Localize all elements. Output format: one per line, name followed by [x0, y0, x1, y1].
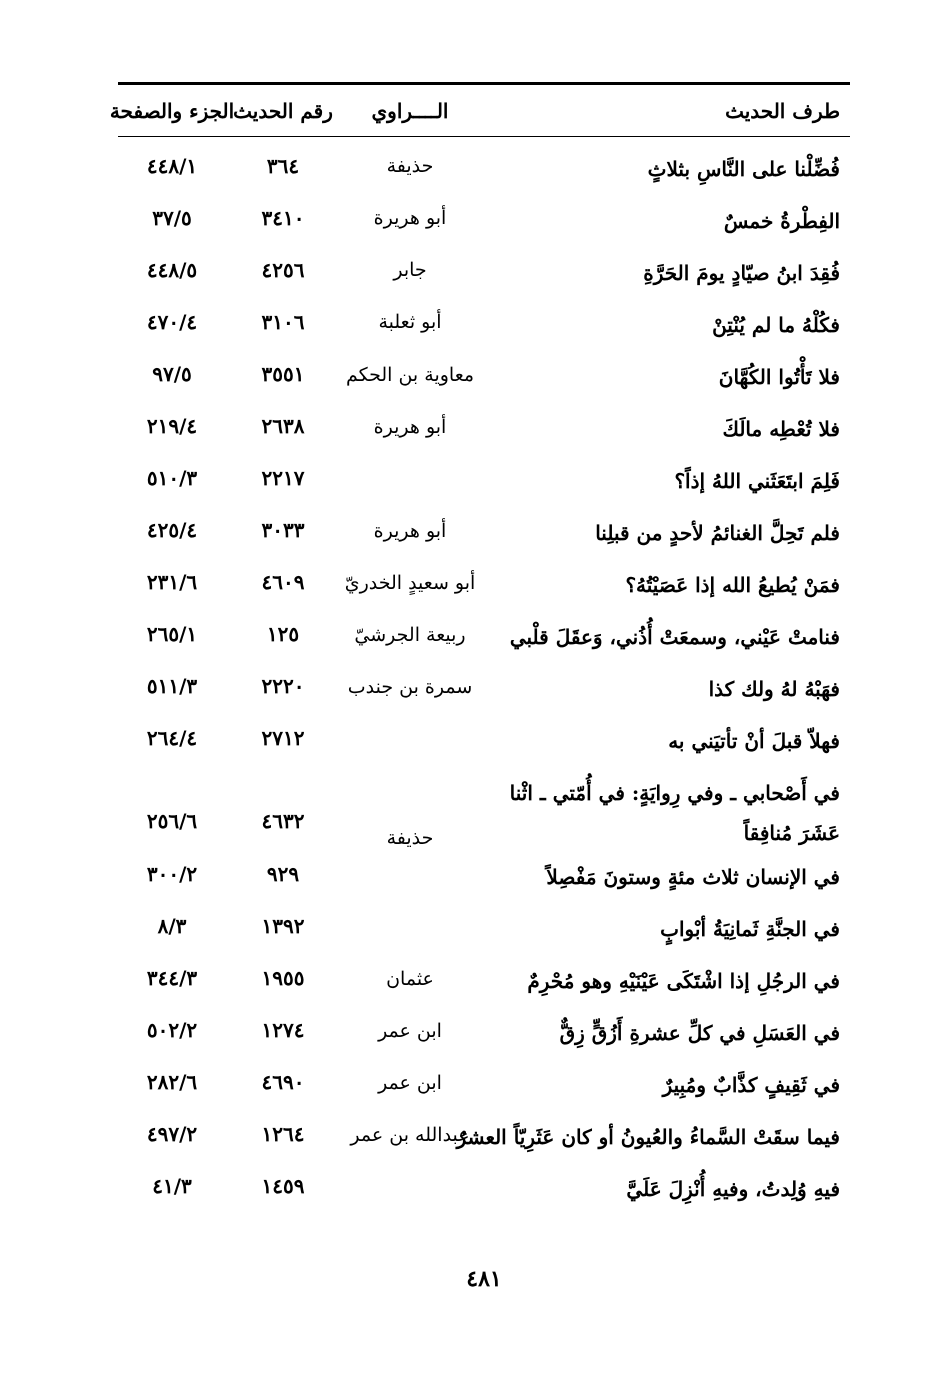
- volume-page: ٤٤٨/١: [146, 154, 198, 178]
- hadith-number: ١٢٦٤: [261, 1122, 305, 1146]
- hadith-number: ٣٠٣٣: [261, 518, 305, 542]
- hadith-number: ٢٧١٢: [261, 726, 305, 750]
- hadith-text: فُقِدَ ابنُ صيّادٍ يومَ الحَرَّةِ: [643, 261, 840, 285]
- hadith-number: ١٤٥٩: [261, 1174, 305, 1198]
- hadith-text: فنامتْ عَيْني، وسمعَتْ أُذُني، وَعقَلَ قلْبي: [509, 625, 840, 649]
- hadith-text: في العَسَلِ في كلِّ عشرةِ أَزُقٍّ زِقٌّ: [559, 1021, 840, 1045]
- hadith-number: ٤٦٠٩: [261, 570, 305, 594]
- volume-page: ٤١/٣: [152, 1174, 192, 1198]
- hadith-text: في أَصْحابي ـ وفي رِوايَةٍ: في أُمّتي ـ اثْنا: [509, 781, 840, 805]
- narrator: أبو هريرة: [373, 416, 447, 438]
- hadith-text-continuation: عَشَرَ مُنافِقاً: [743, 821, 840, 845]
- hadith-text: في الرجُلِ إذا اشْتَكَى عَيْنَيْهِ وهو مُحْرِمٌ: [527, 969, 840, 993]
- narrator: جابر: [393, 259, 427, 281]
- hadith-text: فهَبْهُ لهُ ولك كذا: [708, 677, 840, 701]
- narrator: أبو هريرة: [373, 520, 447, 542]
- hadith-text: في ثَقِيفٍ كذَّابٌ ومُبِيرٌ: [662, 1073, 840, 1097]
- volume-page: ٥٠٢/٢: [146, 1018, 198, 1042]
- hadith-text: الفِطْرةُ خمسٌ: [723, 209, 840, 233]
- narrator: ابن عمر: [378, 1020, 442, 1042]
- narrator: معاوية بن الحكم: [345, 364, 475, 386]
- hadith-number: ١٢٧٤: [261, 1018, 305, 1042]
- hadith-text: فلا تَأْتُوا الكُهَّانَ: [718, 365, 840, 389]
- header-hadith: طرف الحديث: [725, 99, 840, 123]
- narrator: ابن عمر: [378, 1072, 442, 1094]
- volume-page: ٤٧٠/٤: [146, 310, 198, 334]
- volume-page: ٢٨٢/٦: [146, 1070, 198, 1094]
- narrator: أبو هريرة: [373, 207, 447, 229]
- volume-page: ٤٩٧/٢: [146, 1122, 198, 1146]
- hadith-number: ٤٢٥٦: [261, 258, 305, 282]
- header-narrator: الــــراوي: [371, 99, 449, 123]
- hadith-number: ٢٦٣٨: [261, 414, 305, 438]
- hadith-number: ١٢٥: [266, 622, 300, 646]
- volume-page: ٥١٠/٣: [146, 466, 198, 490]
- volume-page: ٢٥٦/٦: [146, 809, 198, 833]
- narrator: عبدالله بن عمر: [350, 1124, 470, 1146]
- volume-page: ٣٠٠/٢: [146, 862, 198, 886]
- hadith-text: فمَنْ يُطيعُ الله إذا عَصَيْتُهُ؟: [625, 573, 840, 597]
- hadith-text: في الإنسان ثلاث مئةٍ وستونَ مَفْصِلاً: [546, 865, 840, 889]
- hadith-text: فلا تُعْطِه مالَكَ: [722, 417, 840, 441]
- volume-page: ٣٧/٥: [152, 206, 192, 230]
- hadith-number: ٩٢٩: [266, 862, 300, 886]
- narrator: ربيعة الجرشيّ: [354, 624, 466, 646]
- volume-page: ٩٧/٥: [152, 362, 192, 386]
- hadith-number: ٤٦٣٢: [261, 809, 305, 833]
- hadith-text: في الجنَّةِ ثَمانِيَةُ أبْوابٍ: [660, 917, 840, 941]
- volume-page: ٤٤٨/٥: [146, 258, 198, 282]
- narrator: أبو ثعلبة: [378, 311, 442, 333]
- volume-page: ٢١٩/٤: [146, 414, 198, 438]
- narrator: حذيفة: [386, 155, 434, 177]
- header-rule: [118, 136, 850, 137]
- volume-page: ٤٢٥/٤: [146, 518, 198, 542]
- hadith-text: فهلاّ قبلَ أنْ تأتيَني به: [668, 729, 840, 753]
- header-number: رقم الحديث: [233, 99, 333, 123]
- volume-page: ٨/٣: [157, 914, 187, 938]
- top-rule: [118, 82, 850, 85]
- header-volume-page: الجزء والصفحة: [109, 99, 235, 123]
- hadith-text: فَلِمَ ابتَعَثَني اللهُ إذاً؟: [674, 469, 840, 493]
- hadith-number: ٣٦٤: [266, 154, 300, 178]
- hadith-number: ٢٢٢٠: [261, 674, 305, 698]
- hadith-number: ٣٤١٠: [261, 206, 305, 230]
- volume-page: ٢٦٤/٤: [146, 726, 198, 750]
- volume-page: ٢٦٥/١: [146, 622, 198, 646]
- narrator: سمرة بن جندب: [347, 676, 473, 698]
- hadith-number: ٣٥٥١: [261, 362, 305, 386]
- hadith-number: ١٩٥٥: [261, 966, 305, 990]
- volume-page: ٢٣١/٦: [146, 570, 198, 594]
- hadith-text: فُضِّلْنا على النَّاسِ بثلاثٍ: [647, 157, 840, 181]
- page-number: ٤٨١: [466, 1266, 502, 1292]
- hadith-text: فلم تَحِلَّ الغنائمُ لأحدٍ من قبلِنا: [595, 521, 840, 545]
- volume-page: ٥١١/٣: [146, 674, 198, 698]
- narrator: أبو سعيدٍ الخدريّ: [344, 572, 476, 594]
- hadith-number: ٣١٠٦: [261, 310, 305, 334]
- narrator: عثمان: [386, 968, 434, 990]
- narrator: حذيفة: [386, 827, 434, 849]
- hadith-text: فيما سقَتْ السَّماءُ والعُيونُ أو كان عَثَرِيّاً العشرُ: [456, 1125, 840, 1149]
- hadith-number: ٢٢١٧: [261, 466, 305, 490]
- hadith-number: ٤٦٩٠: [261, 1070, 305, 1094]
- hadith-number: ١٣٩٢: [261, 914, 305, 938]
- volume-page: ٣٤٤/٣: [146, 966, 198, 990]
- hadith-text: فيهِ وُلِدتُ، وفيهِ أُنْزِلَ عَلَيَّ: [626, 1177, 840, 1201]
- hadith-text: فكُلْهُ ما لم يُنْتِنْ: [712, 313, 840, 337]
